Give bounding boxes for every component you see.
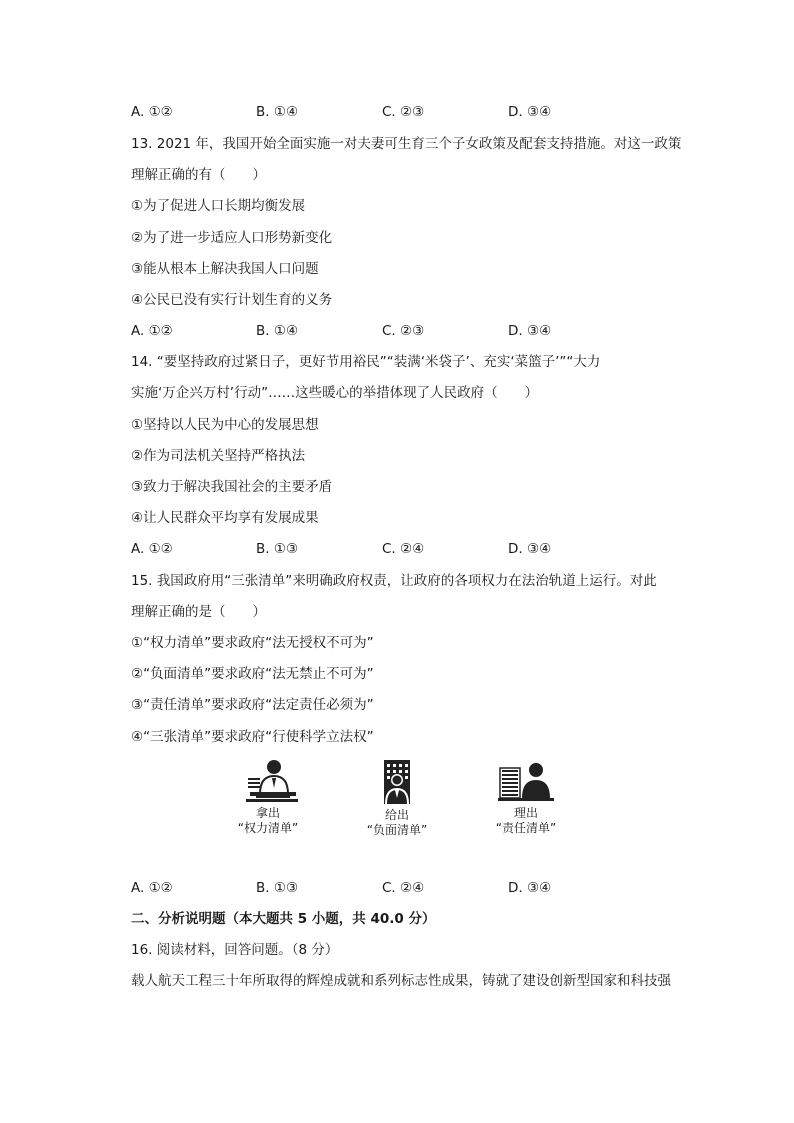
q13-stem-line2: 理解正确的有（ ） [131, 167, 266, 183]
q13-item-1: ①为了促进人口长期均衡发展 [131, 198, 306, 214]
option-c: C. ②③ [382, 104, 425, 120]
q13-item-2: ②为了进一步适应人口形势新变化 [131, 230, 333, 246]
option-c: C. ②③ [382, 323, 425, 339]
person-with-building-icon [357, 758, 437, 808]
option-d: D. ③④ [508, 880, 552, 896]
figure-label: “负面清单” [366, 823, 428, 837]
q14-item-3: ③致力于解决我国社会的主要矛盾 [131, 479, 333, 495]
q15-item-1: ①“权力清单”要求政府“法无授权不可为” [131, 635, 374, 651]
option-b: B. ①④ [256, 323, 299, 339]
q14-stem-line1: 14. “要坚持政府过紧日子，更好节用裕民”“装满‘米袋子’、充实‘菜篮子’”“大力 [131, 354, 601, 370]
figure-verb: 理出 [513, 806, 538, 820]
figure-verb: 拿出 [255, 806, 280, 820]
figure-verb: 给出 [384, 808, 409, 822]
q15-stem-line1: 15. 我国政府用“三张清单”来明确政府权责，让政府的各项权力在法治轨道上运行。对此 [131, 573, 657, 589]
q14-item-4: ④让人民群众平均享有发展成果 [131, 510, 319, 526]
q14-item-2: ②作为司法机关坚持严格执法 [131, 448, 306, 464]
q16-stem-line2: 载人航天工程三十年所取得的辉煌成就和系列标志性成果，铸就了建设创新型国家和科技强 [131, 973, 671, 989]
q15-item-4: ④“三张清单”要求政府“行使科学立法权” [131, 729, 374, 745]
figure-negative-list [357, 758, 437, 838]
q14-item-1: ①坚持以人民为中心的发展思想 [131, 417, 319, 433]
option-d: D. ③④ [508, 323, 552, 339]
option-a: A. ①② [131, 323, 173, 339]
q16-stem-line1: 16. 阅读材料，回答问题。（8 分） [131, 942, 339, 958]
figure-label: “权力清单” [237, 821, 299, 835]
option-b: B. ①④ [256, 104, 299, 120]
official-at-desk-icon [228, 758, 308, 806]
person-with-document-stack-icon [486, 758, 566, 806]
q14-stem-line2: 实施‘万企兴万村’行动”……这些暖心的举措体现了人民政府（ ） [131, 385, 539, 401]
option-c: C. ②④ [382, 880, 425, 896]
q13-item-4: ④公民已没有实行计划生育的义务 [131, 292, 333, 308]
q15-item-3: ③“责任清单”要求政府“法定责任必须为” [131, 697, 374, 713]
q13-item-3: ③能从根本上解决我国人口问题 [131, 261, 319, 277]
q13-options [131, 322, 651, 340]
section-heading: 二、分析说明题（本大题共 5 小题，共 40.0 分） [131, 911, 436, 927]
figure-responsibility-list [486, 758, 566, 836]
q15-item-2: ②“负面清单”要求政府“法无禁止不可为” [131, 666, 374, 682]
option-a: A. ①② [131, 880, 173, 896]
option-d: D. ③④ [508, 541, 552, 557]
option-a: A. ①② [131, 104, 173, 120]
option-b: B. ①③ [256, 880, 299, 896]
q14-options [131, 540, 651, 558]
option-d: D. ③④ [508, 104, 552, 120]
figure-power-list [228, 758, 308, 836]
q15-stem-line2: 理解正确的是（ ） [131, 604, 266, 620]
q12-options [131, 103, 651, 121]
figure-label: “责任清单” [495, 821, 557, 835]
option-b: B. ①③ [256, 541, 299, 557]
q15-options [131, 879, 651, 897]
q13-stem-line1: 13. 2021 年，我国开始全面实施一对夫妻可生育三个子女政策及配套支持措施。对这一政策 [131, 136, 682, 152]
option-c: C. ②④ [382, 541, 425, 557]
option-a: A. ①② [131, 541, 173, 557]
